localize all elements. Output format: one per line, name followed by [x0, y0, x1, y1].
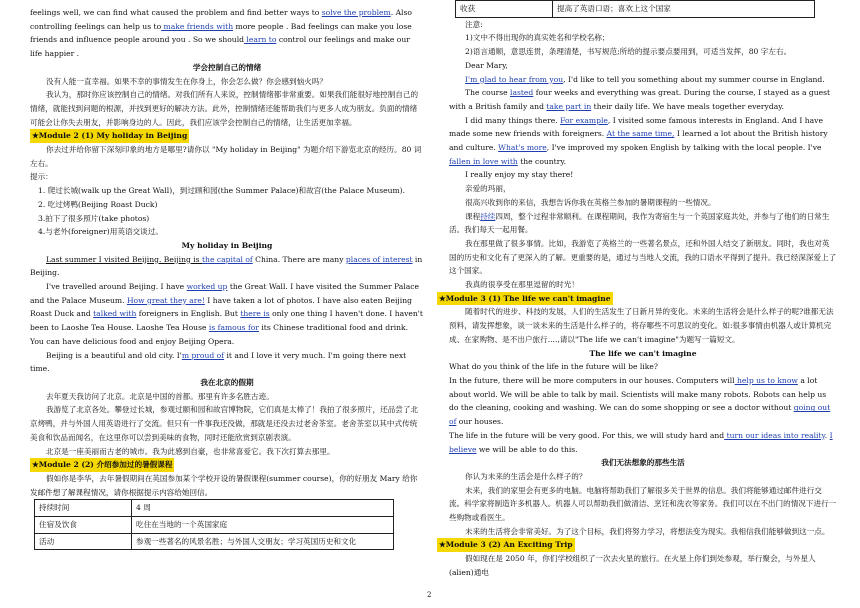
link-i-believe[interactable]: I believe — [449, 430, 833, 454]
module-heading-2-1: ★Module 2 (1) My holiday in Beijing — [30, 129, 424, 143]
chinese-letter-3: 我在那里做了很多事情。比如，我游览了英格兰的一些著名景点，还和外国人结交了新朋友。同时，我也对英国的历史和文化有了更深入的了解。更重要的是，通过与当地人交流，我的口语水平得到了提升。我已经深深爱上了这个国家。 — [449, 238, 837, 276]
link-turn-ideas-into-reality[interactable]: turn our ideas into reality — [724, 430, 825, 440]
note-item: 2)语言通顺，意思连贯，条理清楚，书写规范;所给的提示要点要用到，可适当发挥，80 字左右。 — [465, 47, 792, 57]
hint-item: 1. 爬过长城(walk up the Great Wall)，到过顾和园(the Summer Palace)和故宫(the Palace Museum). — [38, 186, 406, 196]
info-table — [34, 499, 394, 550]
link-talked-with[interactable]: talked with — [93, 309, 137, 319]
module-2-2-prompt: 假如你是李华，去年暑假期间在英国参加某个学校开设的暑假课程(summer course)，你的好朋友 Mary 给你发邮件想了解课程情况，请你根据提示内容给她回信。 — [30, 473, 418, 497]
link-solve-problem[interactable]: solve the problem — [321, 8, 391, 17]
link-capital-of[interactable]: the capital of — [202, 254, 253, 264]
link-places-of-interest[interactable]: places of interest — [345, 254, 413, 264]
table-row — [35, 500, 394, 517]
table-row — [456, 1, 815, 18]
link-glad-to-hear[interactable]: I'm glad to hear from you — [465, 74, 564, 84]
chinese-letter-4: 我真的很享受在那里逗留的时光！ — [465, 280, 579, 290]
link-help-us-to-know[interactable]: help us to know — [734, 375, 798, 385]
essay-title-beijing: My holiday in Beijing — [181, 240, 273, 250]
hint-item: 4.与老外(foreigner)用英语交谈过。 — [38, 227, 163, 237]
letter-paragraph-3: I did many things there. For example, I visited some famous interests in England. And I have made some new friends with foreigners. At the same time, I learned a lot about the British history and culture. What's more, I've improved my spoken English by talking with the local people. I've fallen in love with the country. — [449, 115, 828, 166]
table-row — [35, 517, 394, 534]
right-column — [439, 0, 837, 580]
table-cell: 4 周 — [132, 500, 394, 517]
chinese-salutation: 亲爱的玛丽， — [465, 184, 511, 194]
chinese-m3-3: 未来的生活将会非常美好。为了这个目标，我们将努力学习，将想法变为现实。我相信我们能够做到这一点。 — [465, 526, 830, 536]
letter-paragraph-4: I really enjoy my stay there! — [465, 170, 574, 180]
chinese-paragraph-3: 去年夏天我访问了北京。北京是中国的首都。那里有许多名胜古迹。 — [46, 391, 274, 401]
left-column — [30, 6, 424, 550]
module-3-2-prompt: 假如现在是 2050 年，你们学校组织了一次去火星的旅行。在火星上你们到处参观，举行聚会，与外星人(alien)通电 — [449, 554, 816, 577]
essay-paragraph-2: I've travelled around Beijing. I have worked up the Great Wall. I have visited the Summer Palace and the Palace Museum. How great they are! I have taken a lot of photos. I have also eaten Beijing Roast Duck and talked with foreigners in English. But there is only one thing I haven't done. I haven't been to Laoshe Tea House. Laoshe Tea House is famous for its Chinese traditional food and drink. You can have delicious food and enjoy Beijing Opera. — [30, 282, 423, 346]
chinese-paragraph-2: 我认为，那时你应该控制自己的情绪。对我们所有人来说，控制情绪都非常重要。如果我们能很好地控制自己的情绪，就能找到问题的根源，并找到更好的解决方法。此外，控制情绪还能帮助我们与更多人成为朋友。负面的情绪可能会让你失去朋友，并影响身边的人。因此，我们应该学会控制自己的情绪，让生活更加幸福。 — [30, 90, 419, 127]
essay-paragraph-1: Last summer I visited Beijing. Beijing is the capital of China. There are many places of interest in Beijing. — [30, 254, 423, 278]
table-cell: 吃住在当地的一个英国家庭 — [132, 517, 394, 534]
module-heading-3-1: ★Module 3 (1) The life we can't imagine — [449, 292, 837, 306]
link-take-part-in[interactable]: take part in — [546, 101, 592, 111]
chinese-m3-1: 你认为未来的生活会是什么样子的？ — [465, 471, 587, 481]
table-cell: 参观一些著名的风景名胜；与外国人交朋友；学习英国历史和文化 — [132, 533, 394, 550]
table-cell: 住宿及饮食 — [35, 517, 132, 534]
table-cell: 提高了英语口语；喜欢上这个国家 — [553, 1, 815, 18]
chinese-letter-1: 很高兴收到你的来信，我想告诉你我在英格兰参加的暑期课程的一些情况。 — [465, 197, 716, 207]
link-proud-of[interactable]: m proud of — [181, 350, 225, 360]
link-how-great[interactable]: How great they are! — [126, 295, 205, 305]
essay-paragraph-3: Beijing is a beautiful and old city. I'm proud of it and I love it very much. I'm going there next time. — [30, 350, 407, 374]
chinese-m3-2: 未来，我们的家里会有更多的电脑。电脑将帮助我们了解很多关于世界的信息。我们将能够通过邮件进行交流。科学家将制造许多机器人。机器人可以帮助我们做清洁、烹饪和洗衣等家务。我们可以在不出门的情况下进行一些购物或看医生。 — [449, 485, 837, 523]
info-table-continued — [455, 0, 815, 18]
essay-title-life: The life we can't imagine — [589, 348, 697, 358]
hint-item: 3.拍下了很多照片(take photos) — [38, 213, 150, 223]
module-2-prompt: 你去过并给你留下深刻印象的地方是哪里?请你以 "My holiday in Beijing" 为题介绍下游览北京的经历。80 词左右。 — [30, 145, 422, 168]
page-number: 2 — [427, 591, 432, 599]
table-cell: 活动 — [35, 533, 132, 550]
essay3-paragraph-3: The life in the future will be very good. For this, we will study hard and turn our ideas into reality. I believe we will be able to do this. — [449, 430, 833, 454]
link-going-out-of[interactable]: going out of — [449, 403, 831, 427]
letter-paragraph-1: I'm glad to hear from you, I'd like to tell you something about my summer course in England. — [465, 74, 825, 84]
link-learn-to[interactable]: learn to — [243, 35, 277, 45]
link-chixu[interactable]: 持续 — [480, 211, 496, 221]
note-item: 1)文中不得出现你的真实姓名和学校名称； — [465, 33, 610, 43]
chinese-title-1: 学会控制自己的情绪 — [192, 62, 262, 72]
table-row — [35, 533, 394, 550]
link-there-is[interactable]: there is — [240, 309, 270, 319]
link-fallen-in-love[interactable]: fallen in love with — [449, 156, 518, 166]
essay3-paragraph-1: What do you think of the life in the future will be like? — [449, 362, 658, 372]
module-heading-3-2: ★Module 3 (2) An Exciting Trip — [449, 538, 837, 552]
paragraph-feelings: feelings well, we can find what caused the problem and find better ways to solve the problem. Also controlling feelings can help us to make friends with more people . Bad feelings can make you lose friends and influence people around you . So we should learn to control our feelings and make our life happier . — [30, 8, 412, 59]
hint-label: 提示： — [30, 172, 53, 182]
chinese-paragraph-1: 没有人能一直幸福。如果不幸的事情发生在你身上，你会怎么做？你会感到恼火吗？ — [46, 76, 327, 86]
link-whats-more[interactable]: What's more — [498, 143, 547, 153]
table-cell: 持续时间 — [35, 500, 132, 517]
notes-label: 注意: — [465, 19, 483, 29]
hint-item: 2. 吃过烤鸭(Beijing Roast Duck) — [38, 199, 158, 209]
chinese-title-3: 我们无法想象的那些生活 — [601, 458, 685, 468]
essay3-paragraph-2: In the future, there will be more computers in our houses. Computers will help us to know a lot about world. We will be able to talk by mail. Scientists will make many robots. Robots can help us do the cleaning, cooking and washing. We can do some shopping or see a doctor without going out of our houses. — [449, 375, 831, 427]
link-worked-up[interactable]: worked up — [186, 282, 228, 292]
chinese-title-2: 我在北京的假期 — [200, 377, 254, 387]
link-lasted[interactable]: lasted — [510, 88, 534, 98]
link-at-the-same-time[interactable]: At the same time, — [606, 129, 675, 139]
link-famous-for[interactable]: is famous for — [208, 323, 259, 333]
module-3-prompt: 随着时代的进步、科技的发展，人们的生活发生了日新月异的变化。未来的生活将会是什么样子的呢?谁都无法预料，请发挥想象，谈一谈未来的生活是什么样子的，将存哪些不可思议的变化。如:很多事情由机器人或计算机完成、在家购物、是不出户旅行....,请以"The life we can't imagine"为题写一篇短文。 — [449, 307, 834, 344]
chinese-paragraph-5: 北京是一座美丽而古老的城市。我为此感到自豪，也非常喜爱它。我下次打算去那里。 — [46, 446, 335, 456]
link-make-friends[interactable]: make friends with — [161, 21, 234, 31]
link-for-example[interactable]: For example — [560, 115, 608, 125]
module-heading-2-2: ★Module 2 (2) 介绍参加过的暑假课程 — [30, 458, 424, 472]
chinese-letter-2: 课程持续四周，整个过程非常顺利。在课程期间，我作为寄宿生与一个英国家庭共处，并参与了他们的日常生活。我们每天一起用餐。 — [449, 211, 830, 235]
letter-salutation: Dear Mary, — [465, 60, 508, 70]
letter-paragraph-2: The course lasted four weeks and everything was great. During the course, I stayed as a guest with a British family and take part in their daily life. We have meals together everyday. — [449, 88, 831, 111]
table-cell: 收获 — [456, 1, 553, 18]
chinese-paragraph-4: 我游览了北京各处。攀登过长城，参观过颐和园和故宫博物院，它们真是太棒了！我拍了很多照片，还品尝了北京烤鸭，并与外国人用英语进行了交流。但只有一件事我还没做，那就是还没去过老舍茶室。老舍茶室以其中式传统美食和饮品而闻名，在这里你可以尝到美味的食物，同时还能欣赏到京剧表演。 — [30, 405, 419, 442]
